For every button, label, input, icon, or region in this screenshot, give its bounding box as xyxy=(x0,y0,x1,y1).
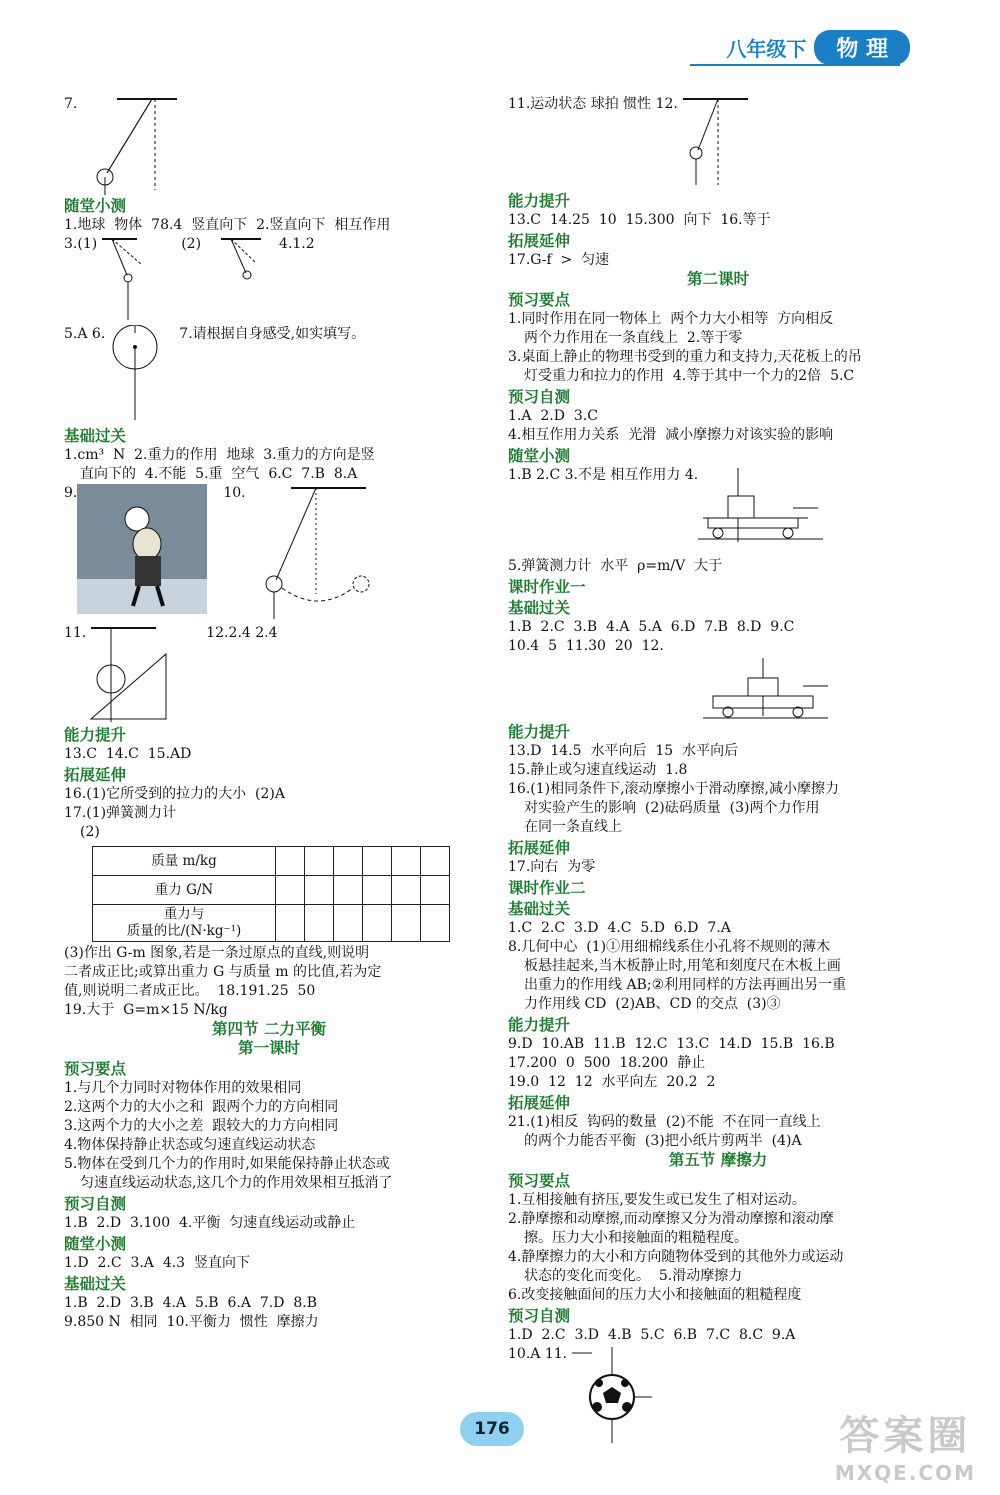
section-heading: 基础过关 xyxy=(508,900,571,918)
answer-line: 力作用线 CD (2)AB、CD 的交点 (3)③ xyxy=(524,996,781,1012)
section-heading: 预习要点 xyxy=(64,1060,127,1078)
page-number: 176 xyxy=(460,1412,524,1446)
cart-block-figure xyxy=(698,466,828,551)
q5-6-label: 5.A 6. xyxy=(64,326,106,342)
answer-line: 板悬挂起来,当木板静止时,用笔和刻度尺在木板上画 xyxy=(524,958,841,974)
hanging-ball-figure-b xyxy=(201,235,271,295)
answer-line: 16.(1)相同条件下,滚动摩擦小于滑动摩擦,减小摩擦力 xyxy=(508,781,839,797)
answer-line: 1.B 2.D 3.100 4.平衡 匀速直线运动或静止 xyxy=(64,1215,356,1231)
table-row xyxy=(93,876,450,905)
answer-line: 17.向右 为零 xyxy=(508,859,596,875)
q3b-label: (2) xyxy=(181,236,202,252)
watermark-text: 答案圈 xyxy=(839,1413,972,1459)
table-header-cell: 重力 G/N xyxy=(93,876,276,905)
answer-line: 1.B 2.D 3.B 4.A 5.B 6.A 7.D 8.B xyxy=(64,1295,317,1311)
answer-line: 1.C 2.C 3.D 4.C 5.D 6.D 7.A xyxy=(508,920,731,936)
apple-figure xyxy=(105,325,175,425)
section-heading: 预习要点 xyxy=(508,1172,571,1190)
answer-line: 19.大于 G=m×15 N/kg xyxy=(64,1002,228,1018)
answer-line: 3.桌面上静止的物理书受到的重力和支持力,天花板上的吊 xyxy=(508,349,862,365)
section-heading: 拓展延伸 xyxy=(508,839,571,857)
answer-line: 13.D 14.5 水平向后 15 水平向后 xyxy=(508,743,739,759)
section-heading: 拓展延伸 xyxy=(64,766,127,784)
r-top-row xyxy=(508,95,928,190)
q11-label: 11. xyxy=(64,625,87,641)
answer-line: 1.cm³ N 2.重力的作用 地球 3.重力的方向是竖 xyxy=(64,447,375,463)
answer-line: 1.地球 物体 78.4 竖直向下 2.竖直向下 相互作用 xyxy=(64,217,391,233)
soccer-header-illustration xyxy=(77,484,207,614)
answer-line: 值,则说明二者成正比。 18.191.25 50 xyxy=(64,983,316,999)
answer-line: 16.(1)它所受到的拉力的大小 (2)A xyxy=(64,786,285,802)
section-heading: 拓展延伸 xyxy=(508,232,571,250)
answer-line: 13.C 14.C 15.AD xyxy=(64,746,192,762)
left-column xyxy=(64,95,474,1332)
answer-line: 2.静摩擦和动摩擦,而动摩擦又分为滑动摩擦和滚动摩 xyxy=(508,1211,834,1227)
answer-line: 1.D 2.C 3.A 4.3 竖直向下 xyxy=(64,1255,250,1271)
answer-line: 的两个力能否平衡 (3)把小纸片剪两半 (4)A xyxy=(524,1133,802,1149)
section-heading: 能力提升 xyxy=(508,1016,571,1034)
section-heading: 预习自测 xyxy=(64,1195,127,1213)
answer-line: 9.850 N 相同 10.平衡力 惯性 摩擦力 xyxy=(64,1314,319,1330)
section-heading: 基础过关 xyxy=(64,427,127,445)
answer-line: 21.(1)相反 钩码的数量 (2)不能 不在同一直线上 xyxy=(508,1114,821,1130)
subject-badge: 物 理 xyxy=(814,30,910,65)
answer-line: 4.相互作用力关系 光滑 减小摩擦力对该实验的影响 xyxy=(508,427,834,443)
answer-line: 二者成正比;或算出重力 G 与质量 m 的比值,若为定 xyxy=(64,964,382,980)
table-header-cell xyxy=(93,905,276,942)
answer-line: 直向下的 4.不能 5.重 空气 6.C 7.B 8.A xyxy=(80,466,358,482)
answer-line: 对实验产生的影响 (2)砝码质量 (3)两个力作用 xyxy=(524,800,820,816)
answer-line: 17.G-f > 匀速 xyxy=(508,252,610,268)
pendulum-figure-7 xyxy=(77,95,197,195)
section-heading: 预习要点 xyxy=(508,291,571,309)
section-heading: 能力提升 xyxy=(64,726,127,744)
section-heading: 拓展延伸 xyxy=(508,1094,571,1112)
answer-line: (3)作出 G-m 图象,若是一条过原点的直线,则说明 xyxy=(64,945,370,961)
answer-line: 擦。压力大小和接触面的粗糙程度。 xyxy=(524,1230,748,1246)
q7-note: 7.请根据自身感受,如实填写。 xyxy=(179,326,366,342)
mass-weight-table xyxy=(92,846,450,942)
table-row xyxy=(93,847,450,876)
answer-line: 灯受重力和拉力的作用 4.等于其中一个力的2倍 5.C xyxy=(524,368,855,384)
q7-row xyxy=(64,95,474,195)
answer-line: 3.这两个力的大小之差 跟较大的力方向相同 xyxy=(64,1118,339,1134)
r5-answer: 1.B 2.C 3.不是 相互作用力 4. xyxy=(508,467,699,483)
table-row xyxy=(93,905,450,942)
header-rule xyxy=(690,64,900,66)
hanging-ball-figure-a xyxy=(97,235,167,325)
q4-answer: 4.1.2 xyxy=(279,236,315,252)
q3a-label: 3.(1) xyxy=(64,236,98,252)
section-heading: 课时作业二 xyxy=(508,879,586,897)
answer-line: 1.与几个力同时对物体作用的效果相同 xyxy=(64,1080,302,1096)
section-heading: 能力提升 xyxy=(508,723,571,741)
right-column xyxy=(508,95,928,1445)
section-heading: 课时作业一 xyxy=(508,578,586,596)
q9-10-row xyxy=(64,484,474,624)
answer-line: 2.这两个力的大小之和 跟两个力的方向相同 xyxy=(64,1099,339,1115)
watermark-url: MXQE.COM xyxy=(834,1461,976,1485)
answer-line: 匀速直线运动状态,这几个力的作用效果相互抵消了 xyxy=(80,1175,393,1191)
section-heading: 基础过关 xyxy=(64,1275,127,1293)
section-heading: 基础过关 xyxy=(508,599,571,617)
grade-label: 八年级下 xyxy=(726,37,807,61)
answer-line: 10.4 5 11.30 20 12. xyxy=(508,638,664,654)
answer-line: 15.静止或匀速直线运动 1.8 xyxy=(508,762,688,778)
ball-on-incline-figure xyxy=(86,624,196,724)
answer-line: 1.同时作用在同一物体上 两个力大小相等 方向相反 xyxy=(508,311,834,327)
section-heading: 随堂小测 xyxy=(64,197,127,215)
q12-answer: 12.2.4 2.4 xyxy=(206,625,278,641)
table-header-cell: 质量 m/kg xyxy=(93,847,276,876)
q11-row xyxy=(64,624,474,724)
table-label-line: 质量的比/(N·kg⁻¹) xyxy=(126,923,242,939)
answer-line: 17.(1)弹簧测力计 xyxy=(64,805,177,821)
q11-12-answer: 11.运动状态 球拍 惯性 12. xyxy=(508,96,678,112)
answer-line: 5.物体在受到几个力的作用时,如果能保持静止状态或 xyxy=(64,1156,390,1172)
lesson-title: 第一课时 xyxy=(237,1039,300,1057)
answer-line: 19.0 12 12 水平向左 20.2 2 xyxy=(508,1074,716,1090)
swinging-pendulum-figure xyxy=(246,484,386,624)
section-heading: 预习自测 xyxy=(508,388,571,406)
answer-line: 在同一条直线上 xyxy=(524,819,622,835)
answer-line: (2) xyxy=(80,824,100,840)
answer-line: 4.静摩擦力的大小和方向随物体受到的其他外力或运动 xyxy=(508,1249,844,1265)
section-heading: 随堂小测 xyxy=(508,447,571,465)
q10-label: 10. xyxy=(223,485,246,501)
page-header xyxy=(726,30,910,65)
answer-line: 1.B 2.C 3.B 4.A 5.A 6.D 7.B 8.D 9.C xyxy=(508,619,795,635)
answer-line: 17.200 0 500 18.200 静止 xyxy=(508,1055,706,1071)
answer-line: 1.A 2.D 3.C xyxy=(508,408,598,424)
answer-line: 出重力的作用线 AB;②利用同样的方法再画出另一重 xyxy=(524,977,847,993)
q3-row xyxy=(64,235,474,325)
pendulum-figure-12 xyxy=(678,95,758,190)
lesson-title: 第二课时 xyxy=(686,270,749,288)
answer-line: 状态的变化而变化。 5.滑动摩擦力 xyxy=(524,1268,743,1284)
soccer-ball-forces-figure xyxy=(567,1345,657,1445)
q10-11-answer: 10.A 11. xyxy=(508,1346,568,1362)
answer-line: 1.D 2.C 3.D 4.B 5.C 6.B 7.C 8.C 9.A xyxy=(508,1327,796,1343)
answer-line: 8.几何中心 (1)①用细棉线系住小孔将不规则的薄木 xyxy=(508,939,831,955)
section-heading: 预习自测 xyxy=(508,1307,571,1325)
section-title: 第五节 摩擦力 xyxy=(668,1151,768,1169)
answer-line: 两个力作用在一条直线上 2.等于零 xyxy=(524,330,743,346)
q9-label: 9. xyxy=(64,485,78,501)
answer-line: 5.弹簧测力计 水平 ρ=m/V 大于 xyxy=(508,558,723,574)
answer-line: 9.D 10.AB 11.B 12.C 13.C 14.D 15.B 16.B xyxy=(508,1036,835,1052)
answer-line: 1.互相接触有挤压,要发生或已发生了相对运动。 xyxy=(508,1192,806,1208)
watermark xyxy=(835,1404,976,1485)
cart-figure-12 xyxy=(703,656,883,721)
r5-row xyxy=(508,466,928,551)
section-title: 第四节 二力平衡 xyxy=(212,1020,326,1038)
answer-line: 4.物体保持静止状态或匀速直线运动状态 xyxy=(64,1137,316,1153)
q5-row xyxy=(64,325,474,425)
answer-line: 13.C 14.25 10 15.300 向下 16.等于 xyxy=(508,212,771,228)
table-label-line: 重力与 xyxy=(163,906,205,922)
answer-line: 6.改变接触面间的压力大小和接触面的粗糙程度 xyxy=(508,1287,802,1303)
section-heading: 能力提升 xyxy=(508,192,571,210)
q7-label: 7. xyxy=(64,96,78,112)
section-heading: 随堂小测 xyxy=(64,1235,127,1253)
